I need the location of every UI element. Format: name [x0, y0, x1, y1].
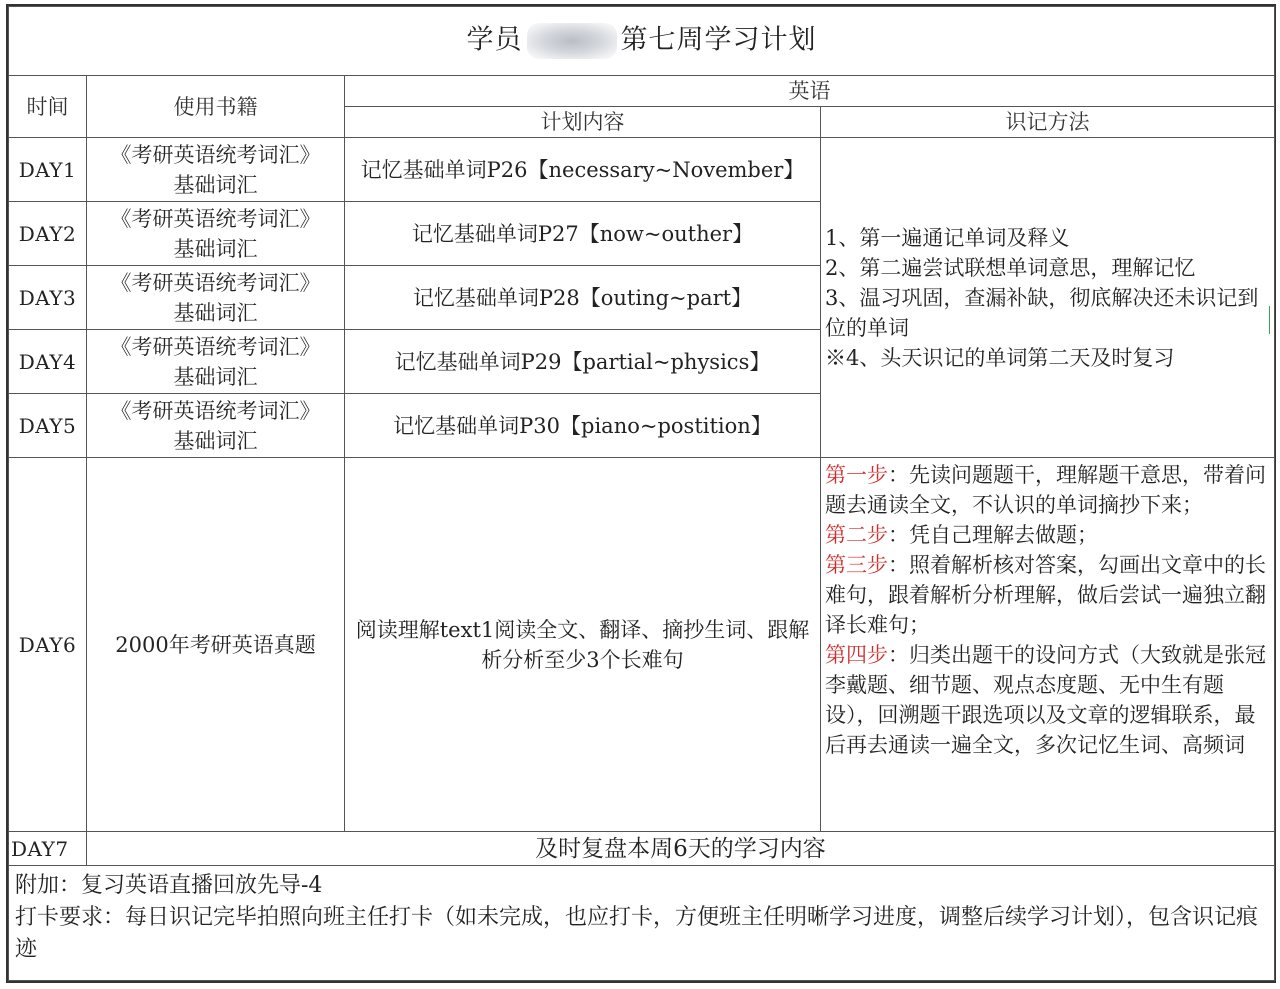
book-cell [87, 394, 345, 458]
study-plan-table [8, 6, 1275, 981]
table-row [9, 138, 1275, 202]
page-title [9, 7, 1275, 76]
method-item: 3、温习巩固，查漏补缺，彻底解决还未识记到位的单词 [825, 285, 1259, 340]
method-item: 2、第二遍尝试联想单词意思，理解记忆 [825, 255, 1196, 280]
study-plan-sheet [6, 4, 1276, 983]
table-row [9, 832, 1275, 866]
day-cell: DAY6 [9, 458, 87, 832]
book-title: 《考研英语统考词汇》 [110, 270, 321, 295]
header-plan: 计划内容 [345, 107, 821, 138]
day-cell: DAY2 [9, 202, 87, 266]
plan-cell: 记忆基础单词P29【partial~physics】 [345, 330, 821, 394]
step-item [825, 550, 1270, 640]
book-title: 《考研英语统考词汇》 [110, 398, 321, 423]
step-text: ：先读问题题干，理解题干意思，带着问题去通读全文，不认识的单词摘抄下来； [825, 463, 1266, 517]
book-cell: 2000年考研英语真题 [87, 458, 345, 832]
plan-cell: 记忆基础单词P27【now~outher】 [345, 202, 821, 266]
step-item [825, 520, 1270, 550]
step-text: ：凭自己理解去做题； [888, 523, 1098, 547]
step-text: ：归类出题干的设问方式（大致就是张冠李戴题、细节题、观点态度题、无中生有题设），回溯题干跟选项以及文章的逻辑联系，最后再去通读一遍全文，多次记忆生词、高频词 [825, 643, 1266, 757]
step-label: 第三步 [825, 553, 888, 577]
header-subject: 英语 [345, 76, 1275, 107]
day-cell: DAY3 [9, 266, 87, 330]
header-time: 时间 [9, 76, 87, 138]
step-text: ：照着解析核对答案，勾画出文章中的长难句，跟着解析分析理解，做后尝试一遍独立翻译长难句； [825, 553, 1266, 637]
header-method: 识记方法 [821, 107, 1275, 138]
book-subtitle: 基础词汇 [173, 236, 258, 261]
blurred-name [527, 23, 617, 59]
book-subtitle: 基础词汇 [173, 300, 258, 325]
book-cell [87, 138, 345, 202]
book-subtitle: 基础词汇 [173, 172, 258, 197]
checkin-requirement: 打卡要求：每日识记完毕拍照向班主任打卡（如未完成，也应打卡，方便班主任明晰学习进度，调整后续学习计划），包含识记痕迹 [15, 905, 1259, 962]
method-item: ※4、头天识记的单词第二天及时复习 [825, 345, 1175, 370]
book-title: 《考研英语统考词汇》 [110, 206, 321, 231]
step-item [825, 640, 1270, 760]
plan-cell: 记忆基础单词P28【outing~part】 [345, 266, 821, 330]
footer-row [9, 866, 1275, 981]
book-cell [87, 330, 345, 394]
book-title: 《考研英语统考词汇》 [110, 142, 321, 167]
day7-content: 及时复盘本周6天的学习内容 [87, 832, 1275, 866]
book-title: 《考研英语统考词汇》 [110, 334, 321, 359]
header-books: 使用书籍 [87, 76, 345, 138]
day-cell: DAY5 [9, 394, 87, 458]
footer-notes [9, 866, 1275, 981]
title-prefix: 学员 [466, 24, 523, 56]
step-item [825, 460, 1270, 520]
plan-cell: 阅读理解text1阅读全文、翻译、摘抄生词、跟解析分析至少3个长难句 [345, 458, 821, 832]
title-suffix: 第七周学习计划 [620, 24, 817, 56]
book-cell [87, 266, 345, 330]
method-item: 1、第一遍通记单词及释义 [825, 225, 1070, 250]
reading-method-cell [821, 458, 1275, 832]
book-subtitle: 基础词汇 [173, 364, 258, 389]
step-label: 第四步 [825, 643, 888, 667]
day-cell: DAY7 [9, 832, 87, 866]
plan-cell: 记忆基础单词P26【necessary~November】 [345, 138, 821, 202]
vocab-method-cell [821, 138, 1275, 458]
day-cell: DAY1 [9, 138, 87, 202]
book-subtitle: 基础词汇 [173, 428, 258, 453]
cell-edge-marker [1269, 306, 1274, 334]
table-row [9, 458, 1275, 832]
plan-cell: 记忆基础单词P30【piano~postition】 [345, 394, 821, 458]
extra-note: 附加：复习英语直播回放先导-4 [15, 873, 323, 898]
day-cell: DAY4 [9, 330, 87, 394]
step-label: 第二步 [825, 523, 888, 547]
book-cell [87, 202, 345, 266]
step-label: 第一步 [825, 463, 888, 487]
